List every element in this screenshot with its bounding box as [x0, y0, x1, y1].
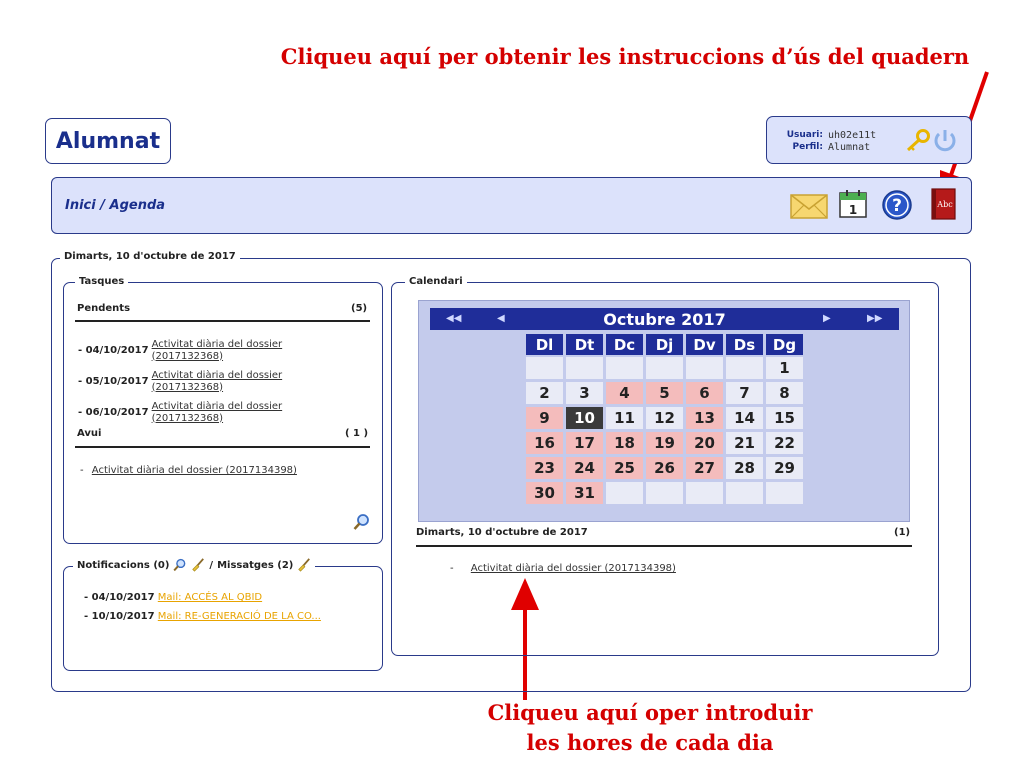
today-item — [80, 465, 297, 476]
annotation-bottom-line2: les hores de cada dia — [526, 730, 774, 755]
weekday-label: Dg — [766, 334, 803, 355]
next-year-button[interactable]: ▶▶ — [867, 313, 883, 324]
search-icon[interactable] — [173, 558, 187, 572]
calendar-day-7[interactable]: 7 — [726, 382, 763, 404]
weekday-label: Dj — [646, 334, 683, 355]
nav-bar — [51, 177, 972, 234]
calendar-day-3[interactable]: 3 — [566, 382, 603, 404]
calendar-day-20[interactable]: 20 — [686, 432, 723, 454]
calendar-icon[interactable] — [838, 189, 868, 219]
weekday-label: Dt — [566, 334, 603, 355]
calendar-empty-cell — [766, 482, 803, 504]
profile-label: Perfil: — [792, 142, 823, 152]
calendar-day-2[interactable]: 2 — [526, 382, 563, 404]
manual-icon-text: Abc — [937, 200, 953, 209]
list-item — [78, 397, 378, 428]
calendar-day-28[interactable]: 28 — [726, 457, 763, 479]
user-label: Usuari: — [786, 130, 823, 140]
pending-label: Pendents — [77, 303, 131, 314]
user-value: uh02e11t — [828, 130, 877, 141]
list-item — [84, 607, 321, 626]
selected-day-dash: - — [450, 563, 454, 574]
calendar-header — [430, 308, 899, 330]
calendar-day-29[interactable]: 29 — [766, 457, 803, 479]
pending-divider — [75, 320, 370, 322]
today-count: ( 1 ) — [345, 428, 369, 439]
weekday-label: Ds — [726, 334, 763, 355]
selected-date-count: (1) — [894, 527, 911, 538]
user-info-panel — [766, 116, 972, 164]
calendar-day-16[interactable]: 16 — [526, 432, 563, 454]
messages-label[interactable]: Missatges (2) — [217, 559, 294, 571]
today-label: Avui — [77, 428, 102, 439]
legend-separator: / — [209, 559, 214, 571]
weekday-label: Dv — [686, 334, 723, 355]
app-logo: Alumnat — [45, 118, 171, 164]
calendar-day-22[interactable]: 22 — [766, 432, 803, 454]
calendar-day-15[interactable]: 15 — [766, 407, 803, 429]
calendar-day-12[interactable]: 12 — [646, 407, 683, 429]
broom-icon[interactable] — [191, 558, 205, 572]
notification-link[interactable]: Mail: ACCÉS AL QBID — [157, 592, 263, 603]
pending-task-link[interactable]: Activitat diària del dossier (2017132368) — [151, 400, 283, 424]
notifications-legend — [73, 558, 315, 572]
breadcrumb-separator: / — [95, 198, 110, 213]
calendar-day-18[interactable]: 18 — [606, 432, 643, 454]
power-icon[interactable] — [931, 127, 959, 155]
calendar-day-6[interactable]: 6 — [686, 382, 723, 404]
notification-date: - 04/10/2017 — [84, 592, 155, 603]
calendar-day-5[interactable]: 5 — [646, 382, 683, 404]
calendar-day-14[interactable]: 14 — [726, 407, 763, 429]
broom-icon[interactable] — [297, 558, 311, 572]
selected-day-task-link[interactable]: Activitat diària del dossier (2017134398) — [470, 563, 676, 574]
help-icon[interactable] — [881, 189, 913, 221]
list-item — [78, 335, 378, 366]
today-dash: - — [80, 465, 84, 476]
calendar-day-1[interactable]: 1 — [766, 357, 803, 379]
calendar-day-21[interactable]: 21 — [726, 432, 763, 454]
breadcrumb-current: Agenda — [109, 198, 166, 213]
calendar-day-10[interactable]: 10 — [566, 407, 603, 429]
calendar-day-9[interactable]: 9 — [526, 407, 563, 429]
today-task-link[interactable]: Activitat diària del dossier (2017134398) — [91, 465, 297, 476]
breadcrumb — [65, 198, 165, 213]
list-item — [78, 366, 378, 397]
profile-value: Alumnat — [828, 142, 871, 153]
pending-list — [78, 335, 378, 428]
pending-date: - 06/10/2017 — [78, 407, 149, 418]
notifications-label[interactable]: Notificacions (0) — [77, 559, 170, 571]
calendar-day-23[interactable]: 23 — [526, 457, 563, 479]
key-icon[interactable] — [905, 129, 931, 153]
calendar-day-17[interactable]: 17 — [566, 432, 603, 454]
calendar-empty-cell — [526, 357, 563, 379]
main-date-legend: Dimarts, 10 d'octubre de 2017 — [60, 251, 240, 262]
calendar-day-19[interactable]: 19 — [646, 432, 683, 454]
selected-date-divider — [416, 545, 912, 547]
selected-date-label: Dimarts, 10 d'octubre de 2017 — [416, 527, 588, 538]
pending-task-link[interactable]: Activitat diària del dossier (2017132368) — [151, 369, 283, 393]
calendar-empty-cell — [726, 357, 763, 379]
calendar-month-title: Octubre 2017 — [603, 310, 726, 329]
manual-book-icon[interactable] — [929, 187, 957, 221]
calendar-day-27[interactable]: 27 — [686, 457, 723, 479]
calendar-empty-cell — [726, 482, 763, 504]
annotation-bottom-line1: Cliqueu aquí oper introduir — [487, 700, 813, 725]
notifications-list — [84, 588, 321, 626]
calendar-grid — [526, 357, 803, 504]
calendar-empty-cell — [606, 357, 643, 379]
today-divider — [75, 446, 370, 448]
calendar-empty-cell — [606, 482, 643, 504]
notification-date: - 10/10/2017 — [84, 611, 155, 622]
pending-date: - 04/10/2017 — [78, 345, 149, 356]
search-icon[interactable] — [353, 513, 371, 531]
breadcrumb-home[interactable]: Inici — [65, 198, 96, 213]
prev-year-button[interactable]: ◀◀ — [446, 313, 462, 324]
calendar-legend: Calendari — [405, 276, 467, 287]
calendar-empty-cell — [686, 482, 723, 504]
annotation-top: Cliqueu aquí per obtenir les instruccions d’ús del quadern — [280, 44, 970, 69]
calendar-day-25[interactable]: 25 — [606, 457, 643, 479]
mail-icon[interactable] — [790, 192, 828, 220]
calendar-day-8[interactable]: 8 — [766, 382, 803, 404]
calendar-day-30[interactable]: 30 — [526, 482, 563, 504]
calendar-day-4[interactable]: 4 — [606, 382, 643, 404]
calendar-day-26[interactable]: 26 — [646, 457, 683, 479]
calendar-empty-cell — [686, 357, 723, 379]
calendar-icon-day: 1 — [848, 203, 858, 217]
calendar-empty-cell — [646, 482, 683, 504]
selected-day-item — [450, 563, 676, 574]
calendar-day-24[interactable]: 24 — [566, 457, 603, 479]
next-month-button[interactable]: ▶ — [823, 313, 831, 324]
calendar-empty-cell — [646, 357, 683, 379]
pending-count: (5) — [351, 303, 368, 314]
prev-month-button[interactable]: ◀ — [497, 313, 505, 324]
weekday-label: Dc — [606, 334, 643, 355]
pending-task-link[interactable]: Activitat diària del dossier (2017132368) — [151, 338, 283, 362]
notification-link[interactable]: Mail: RE-GENERACIÓ DE LA CO... — [157, 611, 321, 622]
pending-date: - 05/10/2017 — [78, 376, 149, 387]
svg-text:?: ? — [892, 196, 902, 216]
weekday-header — [526, 334, 803, 355]
list-item — [84, 588, 321, 607]
calendar-empty-cell — [566, 357, 603, 379]
calendar-day-31[interactable]: 31 — [566, 482, 603, 504]
calendar-day-13[interactable]: 13 — [686, 407, 723, 429]
weekday-label: Dl — [526, 334, 563, 355]
calendar-day-11[interactable]: 11 — [606, 407, 643, 429]
tasks-legend: Tasques — [75, 276, 128, 287]
